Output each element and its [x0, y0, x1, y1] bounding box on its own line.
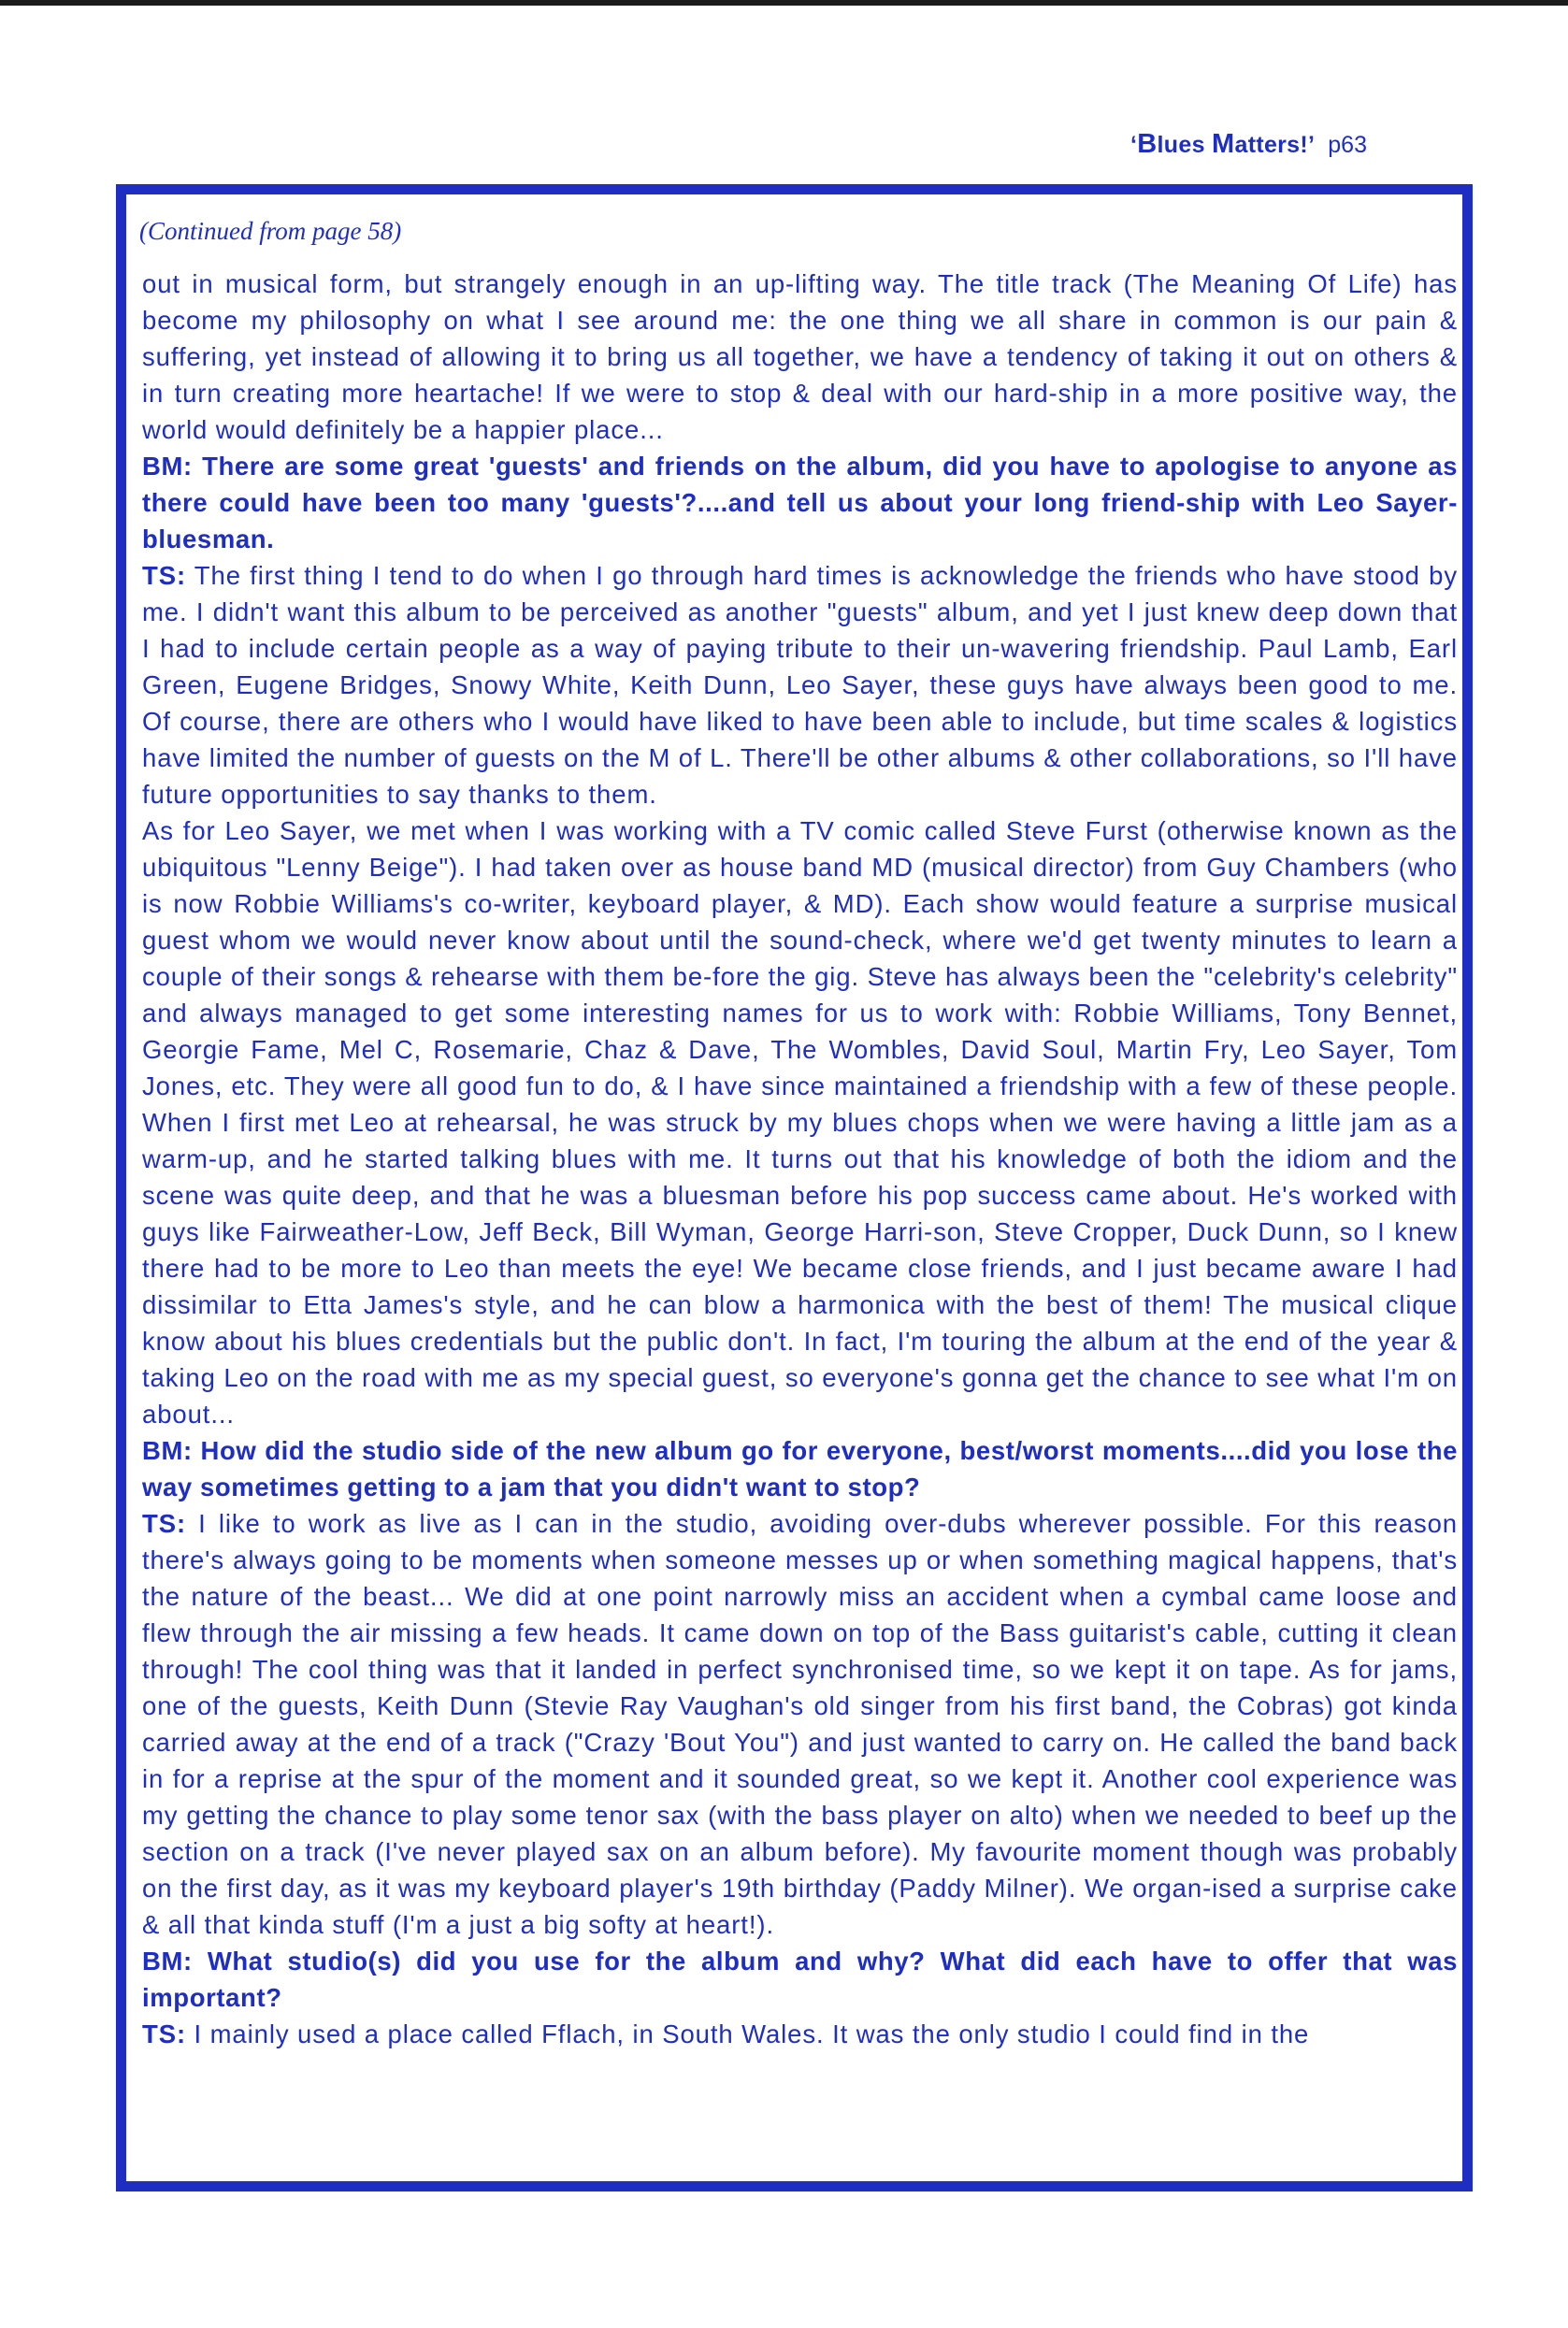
- answer-paragraph: out in musical form, but strangely enough in an up-lifting way. The title track (The Meaning Of Life) has become my philosophy on what I see around me: the one thing we all share in common is our pain & suffering, yet instead of allowing it to bring us all together, we have a tendency of taking it out on others & in turn creating more heartache! If we were to stop & deal with our hard-ship in a more positive way, the world would definitely be a happier place...: [142, 269, 1458, 444]
- answer-text: I like to work as live as I can in the studio, avoiding over-dubs wherever possible. For this reason there's always going to be moments when someone messes up or when something magical happens, that's the nature of the beast... We did at one point narrowly miss an accident when a cymbal came loose and flew through the air missing a few heads. It came down on top of the Bass guitarist's cable, cutting it clean through! The cool thing was that it landed in perfect synchronised time, so we kept it on tape. As for jams, one of the guests, Keith Dunn (Stevie Ray Vaughan's old singer from his first band, the Cobras) got kinda carried away at the end of a track ("Crazy 'Bout You") and just wanted to carry on. He called the band back in for a reprise at the spur of the moment and it sounded great, so we kept it. Another cool experience was my getting the chance to play some tenor sax (with the bass player on alto) when we needed to beef up the section on a track (I've never played sax on an album before). My favourite moment though was probably on the first day, as it was my keyboard player's 19th birthday (Paddy Milner). We organ-ised a surprise cake & all that kinda stuff (I'm a just a big softy at heart!).: [142, 1509, 1458, 1939]
- speaker-label: TS:: [142, 1509, 186, 1538]
- running-header: [1130, 129, 1367, 160]
- answer-text: I mainly used a place called Fflach, in South Wales. It was the only studio I could find in the: [186, 2019, 1310, 2048]
- answer-text: The first thing I tend to do when I go through hard times is acknowledge the friends who have stood by me. I didn't want this album to be perceived as another "guests" album, and yet I just knew deep down that I had to include certain people as a way of paying tribute to their un-wavering friendship. Paul Lamb, Earl Green, Eugene Bridges, Snowy White, Keith Dunn, Leo Sayer, these guys have always been good to me. Of course, there are others who I would have liked to have been able to include, but time scales & logistics have limited the number of guests on the M of L. There'll be other albums & other collaborations, so I'll have future opportunities to say thanks to them.: [142, 561, 1458, 809]
- interview-question: BM: How did the studio side of the new album go for everyone, best/worst moments....did you lose the way sometimes getting to a jam that you didn't want to stop?: [142, 1436, 1458, 1502]
- answer-paragraph: As for Leo Sayer, we met when I was working with a TV comic called Steve Furst (otherwise known as the ubiquitous "Lenny Beige"). I had taken over as house band MD (musical director) from Guy Chambers (who is now Robbie Williams's co-writer, keyboard player, & MD). Each show would feature a surprise musical guest whom we would never know about until the sound-check, where we'd get twenty minutes to learn a couple of their songs & rehearse with them be-fore the gig. Steve has always been the "celebrity's celebrity" and always managed to get some interesting names for us to work with: Robbie Williams, Tony Bennet, Georgie Fame, Mel C, Rosemarie, Chaz & Dave, The Wombles, David Soul, Martin Fry, Leo Sayer, Tom Jones, etc. They were all good fun to do, & I have since maintained a friendship with a few of these people. When I first met Leo at rehearsal, he was struck by my blues chops when we were having a little jam as a warm-up, and he started talking blues with me. It turns out that his knowledge of both the idiom and the scene was quite deep, and that he was a bluesman before his pop success came about. He's worked with guys like Fairweather-Low, Jeff Beck, Bill Wyman, George Harri-son, Steve Cropper, Duck Dunn, so I knew there had to be more to Leo than meets the eye! We became close friends, and I just became aware I had dissimilar to Etta James's style, and he can blow a harmonica with the best of them! The musical clique know about his blues credentials but the public don't. In fact, I'm touring the album at the end of the year & taking Leo on the road with me as my special guest, so everyone's gonna get the chance to see what I'm on about...: [142, 816, 1458, 1429]
- article-body: [130, 208, 1460, 2052]
- answer-paragraph: [142, 1505, 1458, 1943]
- article-text: [142, 266, 1458, 2052]
- top-edge-rule: [0, 0, 1568, 6]
- interview-question: BM: There are some great 'guests' and friends on the album, did you have to apologise to anyone as there could have been too many 'guests'?....and tell us about your long friend-ship with Leo Sayer-bluesman.: [142, 452, 1458, 553]
- speaker-label: TS:: [142, 2019, 186, 2048]
- interview-question: BM: What studio(s) did you use for the album and why? What did each have to offer that was important?: [142, 1947, 1458, 2012]
- magazine-title: ‘Blues Matters!’: [1130, 129, 1316, 159]
- continued-from-note: (Continued from page 58): [139, 217, 402, 245]
- page-number: p63: [1328, 132, 1367, 158]
- speaker-label: TS:: [142, 561, 186, 590]
- answer-paragraph: [142, 2016, 1458, 2052]
- answer-paragraph: [142, 557, 1458, 812]
